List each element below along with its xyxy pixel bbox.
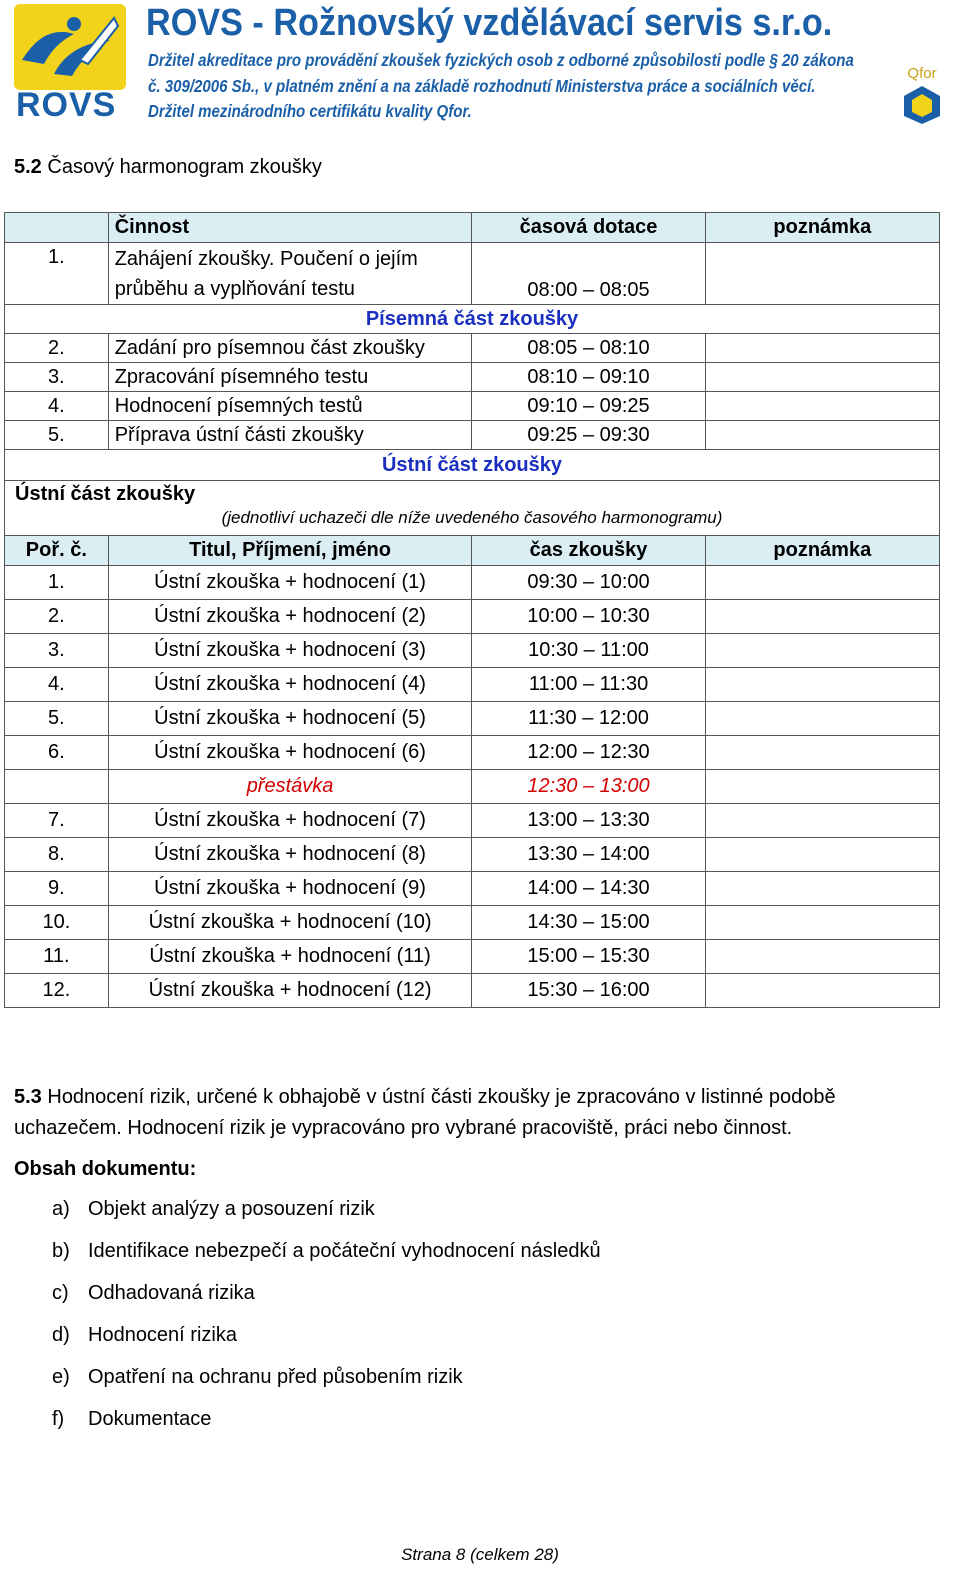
table-row: 3. Ústní zkouška + hodnocení (3) 10:30 – 11:00 xyxy=(5,634,940,668)
header-time: časová dotace xyxy=(472,213,705,243)
section-number: 5.3 xyxy=(14,1086,42,1108)
table-row: 9. Ústní zkouška + hodnocení (9) 14:00 – 14:30 xyxy=(5,872,940,906)
break-time: 12:30 – 13:00 xyxy=(472,770,705,804)
row-time: 10:00 – 10:30 xyxy=(472,600,705,634)
row-time: 11:30 – 12:00 xyxy=(472,702,705,736)
row-activity: Zahájení zkoušky. Poučení o jejím xyxy=(114,247,418,270)
section-number: 5.2 xyxy=(14,156,42,178)
table-row: 11. Ústní zkouška + hodnocení (11) 15:00 – 15:30 xyxy=(5,940,940,974)
row-name: Ústní zkouška + hodnocení (7) xyxy=(108,804,472,838)
written-part-subheader xyxy=(5,305,940,334)
table-row: 12. Ústní zkouška + hodnocení (12) 15:30 – 16:00 xyxy=(5,974,940,1008)
oral-part-subheader xyxy=(5,450,940,481)
list-item: c) Odhadovaná rizika xyxy=(52,1282,255,1304)
table-row: 2. Ústní zkouška + hodnocení (2) 10:00 – 10:30 xyxy=(5,600,940,634)
row-time: 15:00 – 15:30 xyxy=(472,940,705,974)
list-item: e) Opatření na ochranu před působením rizik xyxy=(52,1366,463,1388)
row-activity: Příprava ústní části zkoušky xyxy=(108,421,472,450)
table-row: 10. Ústní zkouška + hodnocení (10) 14:30 – 15:00 xyxy=(5,906,940,940)
table-row: 5. Ústní zkouška + hodnocení (5) 11:30 – 12:00 xyxy=(5,702,940,736)
list-item: d) Hodnocení rizika xyxy=(52,1324,237,1346)
company-title: ROVS - Rožnovský vzdělávací servis s.r.o. xyxy=(146,2,833,44)
oral-block-note: (jednotliví uchazeči dle níže uvedeného časového harmonogramu) xyxy=(221,508,723,527)
row-time: 09:25 – 09:30 xyxy=(472,421,705,450)
row-time: 08:05 – 08:10 xyxy=(472,334,705,363)
contents-title: Obsah dokumentu: xyxy=(14,1158,197,1180)
row-time: 13:00 – 13:30 xyxy=(472,804,705,838)
list-item: a) Objekt analýzy a posouzení rizik xyxy=(52,1198,375,1220)
row-time: 13:30 – 14:00 xyxy=(472,838,705,872)
header-exam-time: čas zkoušky xyxy=(472,536,705,566)
accreditation-line-3: Držitel mezinárodního certifikátu kvality Qfor. xyxy=(148,101,472,121)
row-time: 08:00 – 08:05 xyxy=(472,243,705,305)
list-item: f) Dokumentace xyxy=(52,1408,212,1430)
row-name: Ústní zkouška + hodnocení (5) xyxy=(108,702,472,736)
table-row: 7. Ústní zkouška + hodnocení (7) 13:00 – 13:30 xyxy=(5,804,940,838)
row-name: Ústní zkouška + hodnocení (6) xyxy=(108,736,472,770)
table-row: 3. Zpracování písemného testu 08:10 – 09:10 xyxy=(5,363,940,392)
row-activity: Zpracování písemného testu xyxy=(108,363,472,392)
table-row: 8. Ústní zkouška + hodnocení (8) 13:30 – 14:00 xyxy=(5,838,940,872)
row-time: 10:30 – 11:00 xyxy=(472,634,705,668)
row-time: 12:00 – 12:30 xyxy=(472,736,705,770)
page-footer: Strana 8 (celkem 28) xyxy=(401,1545,559,1564)
table-row: 4. Ústní zkouška + hodnocení (4) 11:00 – 11:30 xyxy=(5,668,940,702)
row-name: Ústní zkouška + hodnocení (11) xyxy=(108,940,472,974)
table-row: 1. Ústní zkouška + hodnocení (1) 09:30 – 10:00 xyxy=(5,566,940,600)
header-activity: Činnost xyxy=(108,213,472,243)
schedule-table xyxy=(4,212,940,1008)
oral-part-title: Ústní část zkoušky xyxy=(5,450,940,481)
table-row: 1. Zahájení zkoušky. Poučení o jejím průběhu a vyplňování testu 08:00 – 08:05 xyxy=(5,243,940,305)
letterhead xyxy=(0,0,960,135)
row-name: Ústní zkouška + hodnocení (1) xyxy=(108,566,472,600)
row-time: 08:10 – 09:10 xyxy=(472,363,705,392)
header-note: poznámka xyxy=(705,536,939,566)
table-row: 4. Hodnocení písemných testů 09:10 – 09:25 xyxy=(5,392,940,421)
row-name: Ústní zkouška + hodnocení (12) xyxy=(108,974,472,1008)
row-time: 15:30 – 16:00 xyxy=(472,974,705,1008)
row-name: Ústní zkouška + hodnocení (3) xyxy=(108,634,472,668)
row-name: Ústní zkouška + hodnocení (10) xyxy=(108,906,472,940)
row-time: 14:30 – 15:00 xyxy=(472,906,705,940)
header-order: Poř. č. xyxy=(5,536,109,566)
table-row: 6. Ústní zkouška + hodnocení (6) 12:00 – 12:30 xyxy=(5,736,940,770)
oral-header-row xyxy=(5,536,940,566)
accreditation-line-1: Držitel akreditace pro provádění zkoušek fyzických osob z odborné způsobilosti podle § 20 zákona xyxy=(148,50,854,70)
table-row: 2. Zadání pro písemnou část zkoušky 08:05 – 08:10 xyxy=(5,334,940,363)
row-activity: Hodnocení písemných testů xyxy=(108,392,472,421)
header-note: poznámka xyxy=(705,213,939,243)
row-name: Ústní zkouška + hodnocení (2) xyxy=(108,600,472,634)
table-row: 5. Příprava ústní části zkoušky 09:25 – 09:30 xyxy=(5,421,940,450)
list-item: b) Identifikace nebezpečí a počáteční vyhodnocení následků xyxy=(52,1240,601,1262)
row-name: Ústní zkouška + hodnocení (8) xyxy=(108,838,472,872)
row-time: 11:00 – 11:30 xyxy=(472,668,705,702)
row-activity: Zadání pro písemnou část zkoušky xyxy=(108,334,472,363)
section-5-2-heading xyxy=(14,156,322,179)
break-label: přestávka xyxy=(108,770,472,804)
row-time: 09:30 – 10:00 xyxy=(472,566,705,600)
oral-block-title: Ústní část zkoušky xyxy=(15,483,196,505)
header-name: Titul, Příjmení, jméno xyxy=(108,536,472,566)
qfor-logo-icon xyxy=(900,64,944,124)
oral-block-row xyxy=(5,481,940,536)
table-header-row xyxy=(5,213,940,243)
row-time: 14:00 – 14:30 xyxy=(472,872,705,906)
svg-text:Qfor: Qfor xyxy=(907,65,937,82)
row-time: 09:10 – 09:25 xyxy=(472,392,705,421)
section-title-text: Časový harmonogram zkoušky xyxy=(47,156,322,178)
row-name: Ústní zkouška + hodnocení (9) xyxy=(108,872,472,906)
logo-wordmark: ROVS xyxy=(16,86,117,124)
accreditation-line-2: č. 309/2006 Sb., v platném znění a na základě rozhodnutí Ministerstva práce a sociálních věcí. xyxy=(148,76,816,96)
section-5-3-paragraph: 5.3 Hodnocení rizik, určené k obhajobě v ústní části zkoušky je zpracováno v listinné podobě uchazečem. Hodnocení rizik je vypracováno pro vybrané pracoviště, práci nebo činnost. xyxy=(14,1086,836,1139)
break-row xyxy=(5,770,940,804)
written-part-title: Písemná část zkoušky xyxy=(5,305,940,334)
row-name: Ústní zkouška + hodnocení (4) xyxy=(108,668,472,702)
row-activity: průběhu a vyplňování testu xyxy=(114,277,355,300)
